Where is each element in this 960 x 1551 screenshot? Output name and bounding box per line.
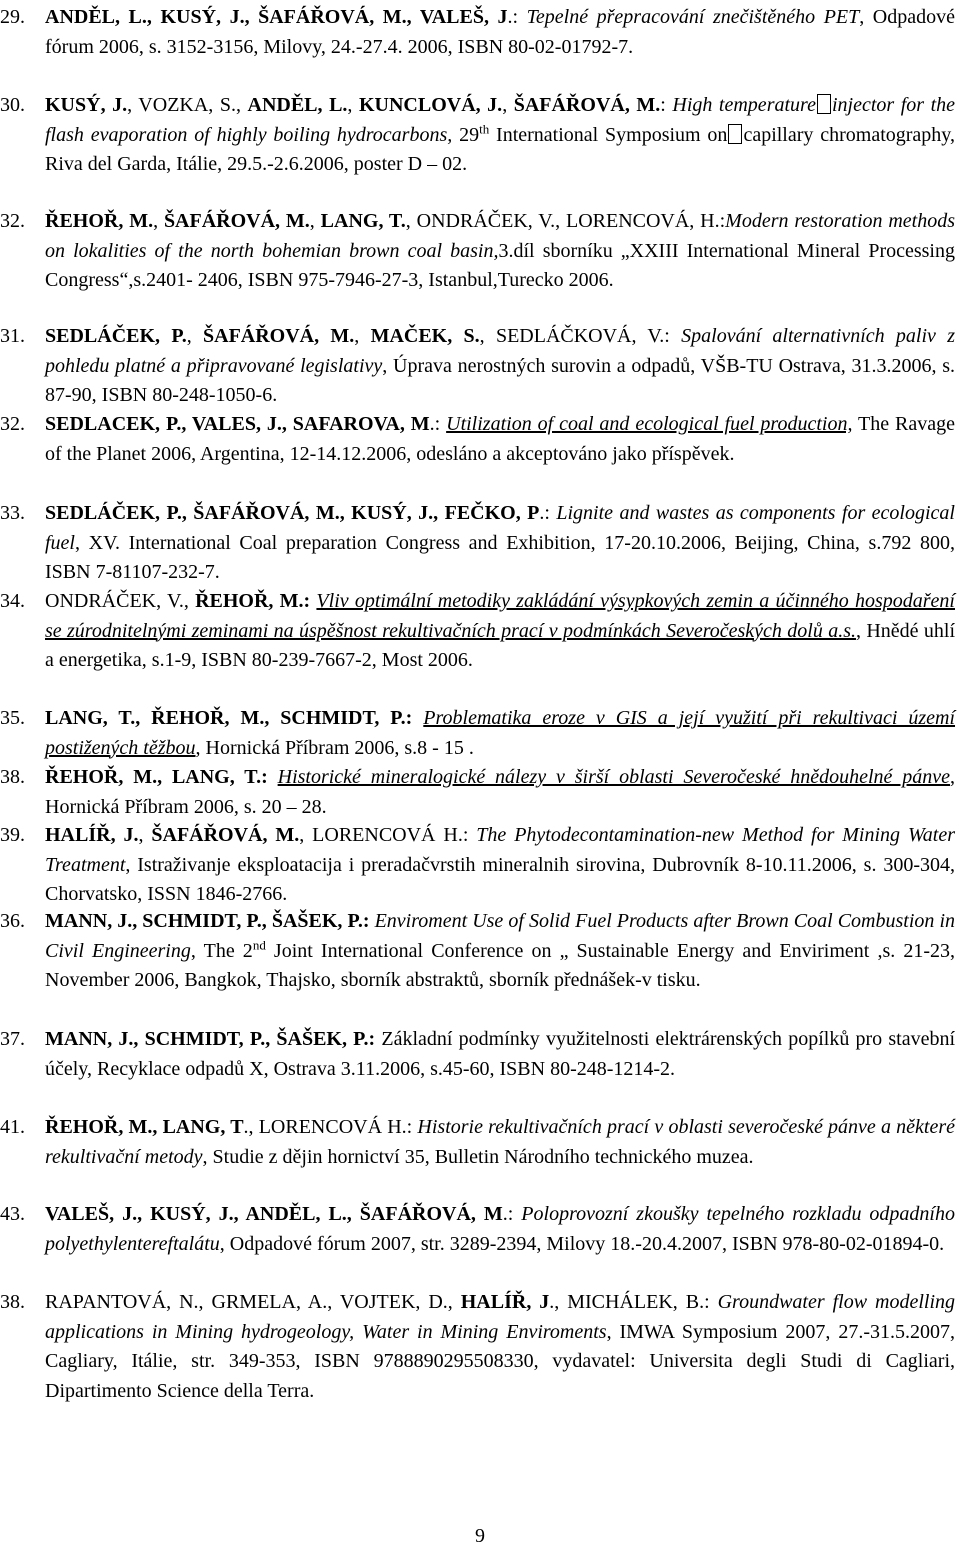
work-title: Vliv optimální metodiky zakládání výsypkových zemin a účinného hospodaření se zúrodnitelnými zeminami na úspěšnost rekultivačních prací v podmínkách Severočeských dolů a.s. — [45, 590, 955, 642]
reference-entry — [0, 207, 960, 296]
work-title: Groundwater flow modelling applications in Mining hydrogeology, Water in Mining Enviroments — [45, 1291, 956, 1343]
missing-glyph-box — [817, 94, 831, 114]
author-names: LANG, T., ŘEHOŘ, M., SCHMIDT, P.: — [45, 707, 413, 729]
reference-number: 38. — [0, 766, 25, 788]
reference-entry — [0, 322, 960, 411]
reference-entry — [0, 587, 960, 676]
author-names: ANDĚL, L. — [247, 94, 348, 116]
reference-number: 36. — [0, 910, 25, 932]
author-names: MANN, J., SCHMIDT, P., ŠAŠEK, P.: — [45, 1028, 376, 1050]
work-title: Historie rekultivačních prací v oblasti severočeské pánve a některé rekultivační metody — [45, 1116, 955, 1168]
reference-detail: , Hornická Příbram 2006, s. 20 – 28. — [45, 766, 956, 818]
reference-number: 29. — [0, 6, 25, 28]
author-names: MAČEK, S. — [370, 325, 480, 347]
reference-detail: The Ravage of the Planet 2006, Argentina, 12-14.12.2006, odesláno a akceptováno jako příspěvek. — [45, 413, 955, 465]
reference-detail: ONDRÁČEK, V., — [45, 590, 196, 612]
reference-detail: , Odpadové fórum 2007, str. 3289-2394, Milovy 18.-20.4.2007, ISBN 978-80-02-01894-0. — [219, 1232, 945, 1255]
superscript: th — [479, 120, 490, 136]
reference-detail: , The 2 — [190, 939, 253, 962]
author-names: ŘEHOŘ, M., LANG, T.: — [45, 766, 268, 788]
reference-entry — [0, 704, 960, 763]
work-title: injector for the flash evaporation of highly boiling hydrocarbons, — [45, 94, 956, 146]
reference-detail: , — [502, 94, 514, 116]
reference-detail: , LORENCOVÁ H.: — [299, 824, 477, 846]
reference-number: 38. — [0, 1291, 25, 1313]
reference-detail: .: — [507, 6, 527, 28]
reference-detail: , — [347, 94, 359, 116]
author-names: LANG, T. — [320, 210, 406, 232]
page-number: 9 — [475, 1525, 485, 1547]
reference-detail: , Odpadové fórum 2006, s. 3152-3156, Milovy, 24.-27.4. 2006, ISBN 80-02-01792-7. — [45, 6, 955, 58]
reference-text — [45, 499, 955, 588]
author-names: ŠAFÁŘOVÁ, M. — [203, 325, 355, 347]
reference-text — [45, 1200, 955, 1259]
reference-detail: , Hornická Příbram 2006, s.8 - 15 . — [195, 736, 474, 759]
reference-entry — [0, 1288, 960, 1406]
reference-detail: , Studie z dějin hornictví 35, Bulletin Národního technického muzea. — [202, 1145, 754, 1168]
reference-number: 31. — [0, 325, 25, 347]
work-title: Spalování alternativních paliv z pohledu platné a připravované legislativy — [45, 325, 955, 377]
reference-detail: Joint International Conference on „ Sustainable Energy and Enviriment ,s. 21-23, November 2006, Bangkok, Thajsko, sborník abstraktů, sborník přednášek-v tisku. — [45, 939, 955, 991]
author-names: ŠAFÁŘOVÁ, M. — [163, 210, 310, 232]
reference-detail: , — [153, 210, 164, 232]
reference-detail: , — [138, 824, 152, 846]
reference-number: 41. — [0, 1116, 25, 1138]
author-names: HALÍŘ, J. — [45, 824, 139, 846]
reference-number: 30. — [0, 94, 25, 116]
reference-detail: , XV. International Coal preparation Congress and Exhibition, 17-20.10.2006, Beijing, China, s.792 800, ISBN 7-81107-232-7. — [45, 531, 955, 583]
reference-text — [45, 207, 955, 296]
reference-text — [45, 821, 955, 910]
reference-entry — [0, 821, 960, 910]
reference-detail: International Symposium on — [489, 123, 728, 146]
reference-detail: , IMWA Symposium 2007, 27.-31.5.2007, Cagliary, Itálie, str. 349-353, ISBN 9788890295508330, vydavatel: Universita degli Studi di Cagliari, Dipartimento Science della Terra. — [45, 1320, 955, 1402]
author-names: ŘEHOŘ, M.: — [195, 590, 311, 612]
reference-detail: , Istraživanje eksploatacija i preradačvrstih mineralnih sirovina, Dubrovník 8-10.11.2006, s. 300-304, Chorvatsko, ISSN 1846-2766. — [45, 853, 955, 905]
author-names: ŠAFÁŘOVÁ, M. — [513, 94, 661, 116]
author-names: ŘEHOŘ, M. — [45, 210, 154, 232]
work-title: Enviroment Use of Solid Fuel Products after Brown Coal Combustion in Civil Engineering — [45, 910, 955, 962]
work-title: Utilization of coal and ecological fuel production, — [446, 413, 853, 435]
work-title: Modern restoration methods on lokalities of the north bohemian brown coal basin, — [45, 210, 956, 262]
superscript: nd — [252, 936, 266, 952]
reference-text — [45, 3, 955, 62]
work-title: Historické mineralogické nálezy v širší oblasti Severočeské hnědouhelné pánve — [277, 766, 951, 788]
author-names: SEDLACEK, P., VALES, J., SAFAROVA, M — [45, 413, 430, 435]
reference-number: 33. — [0, 502, 25, 524]
reference-number: 34. — [0, 590, 25, 612]
author-names: SEDLÁČEK, P., ŠAFÁŘOVÁ, M., KUSÝ, J., FEČKO, P — [45, 502, 540, 524]
reference-detail: .: — [429, 413, 447, 435]
author-names: ANDĚL, L., KUSÝ, J., ŠAFÁŘOVÁ, M., VALEŠ, J — [45, 6, 508, 28]
reference-detail — [412, 707, 423, 729]
work-title: Problematika eroze v GIS a její využití při rekultivaci území postižených těžbou — [45, 707, 956, 759]
reference-text — [45, 587, 955, 676]
reference-text — [45, 1288, 955, 1406]
reference-detail: .: — [539, 502, 557, 524]
author-names: MANN, J., SCHMIDT, P., ŠAŠEK, P.: — [45, 910, 370, 932]
missing-glyph-box — [728, 124, 742, 144]
author-names: KUNCLOVÁ, J. — [358, 94, 503, 116]
reference-detail: Základní podmínky využitelnosti elektrárenských popílků pro stavební účely, Recyklace odpadů X, Ostrava 3.11.2006, s.45-60, ISBN 80-248-1214-2. — [45, 1028, 956, 1080]
reference-text — [45, 322, 955, 411]
reference-detail: , Hnědé uhlí a energetika, s.1-9, ISBN 80-239-7667-2, Most 2006. — [45, 619, 956, 671]
reference-detail: .: — [502, 1203, 522, 1225]
reference-entry — [0, 1025, 960, 1084]
reference-detail: capillary chromatography, Riva del Garda, Itálie, 29.5.-2.6.2006, poster D – 02. — [45, 123, 955, 175]
author-names: SEDLÁČEK, P. — [45, 325, 187, 347]
reference-detail — [268, 766, 278, 788]
reference-text — [45, 1113, 955, 1172]
author-names: KUSÝ, J. — [45, 94, 128, 116]
work-title: Poloprovozní zkoušky tepelného rozkladu odpadního polyethylentereftalátu — [45, 1203, 955, 1255]
reference-entry — [0, 1113, 960, 1172]
work-title: Tepelné přepracování znečištěného PET — [526, 6, 860, 28]
reference-number: 32. — [0, 210, 25, 232]
author-names: HALÍŘ, J — [460, 1291, 550, 1313]
reference-detail: , — [309, 210, 321, 232]
reference-detail: , ONDRÁČEK, V., LORENCOVÁ, H.: — [405, 210, 726, 232]
reference-text — [45, 410, 955, 469]
reference-detail: ., LORENCOVÁ H.: — [243, 1116, 418, 1138]
work-title: Lignite and wastes as components for ecological fuel — [45, 502, 955, 554]
reference-detail: , Úprava nerostných surovin a odpadů, VŠB-TU Ostrava, 31.3.2006, s. 87-90, ISBN 80-248-1050-6. — [45, 354, 956, 406]
reference-number: 39. — [0, 824, 25, 846]
reference-entry — [0, 91, 960, 180]
author-names: ŠAFÁŘOVÁ, M. — [151, 824, 300, 846]
reference-detail: RAPANTOVÁ, N., GRMELA, A., VOJTEK, D., — [45, 1291, 461, 1313]
reference-detail: : — [660, 94, 673, 116]
reference-detail: , — [186, 325, 203, 347]
reference-entry — [0, 3, 960, 62]
reference-number: 35. — [0, 707, 25, 729]
reference-text — [45, 763, 955, 822]
reference-entry — [0, 499, 960, 588]
reference-text — [45, 907, 955, 996]
work-title: The Phytodecontamination-new Method for Mining Water Treatment — [45, 824, 955, 876]
reference-detail: 3.díl sborníku „XXIII International Mineral Processing Congress“,s.2401- 2406, ISBN 975-7946-27-3, Istanbul,Turecko 2006. — [45, 239, 955, 291]
author-names: ŘEHOŘ, M., LANG, T — [45, 1116, 244, 1138]
reference-number: 37. — [0, 1028, 25, 1050]
reference-detail: ., MICHÁLEK, B.: — [549, 1291, 718, 1313]
reference-detail: , — [354, 325, 371, 347]
reference-text — [45, 91, 955, 180]
reference-entry — [0, 907, 960, 996]
work-title: High temperature — [672, 94, 816, 116]
reference-detail: 29 — [452, 123, 480, 146]
reference-text — [45, 704, 955, 763]
reference-entry — [0, 410, 960, 469]
reference-number: 32. — [0, 413, 25, 435]
author-names: VALEŠ, J., KUSÝ, J., ANDĚL, L., ŠAFÁŘOVÁ, M — [45, 1203, 503, 1225]
reference-text — [45, 1025, 955, 1084]
reference-detail: , VOZKA, S., — [127, 94, 248, 116]
reference-entry — [0, 1200, 960, 1259]
reference-entry — [0, 763, 960, 822]
reference-number: 43. — [0, 1203, 25, 1225]
reference-detail: , SEDLÁČKOVÁ, V.: — [479, 325, 682, 347]
